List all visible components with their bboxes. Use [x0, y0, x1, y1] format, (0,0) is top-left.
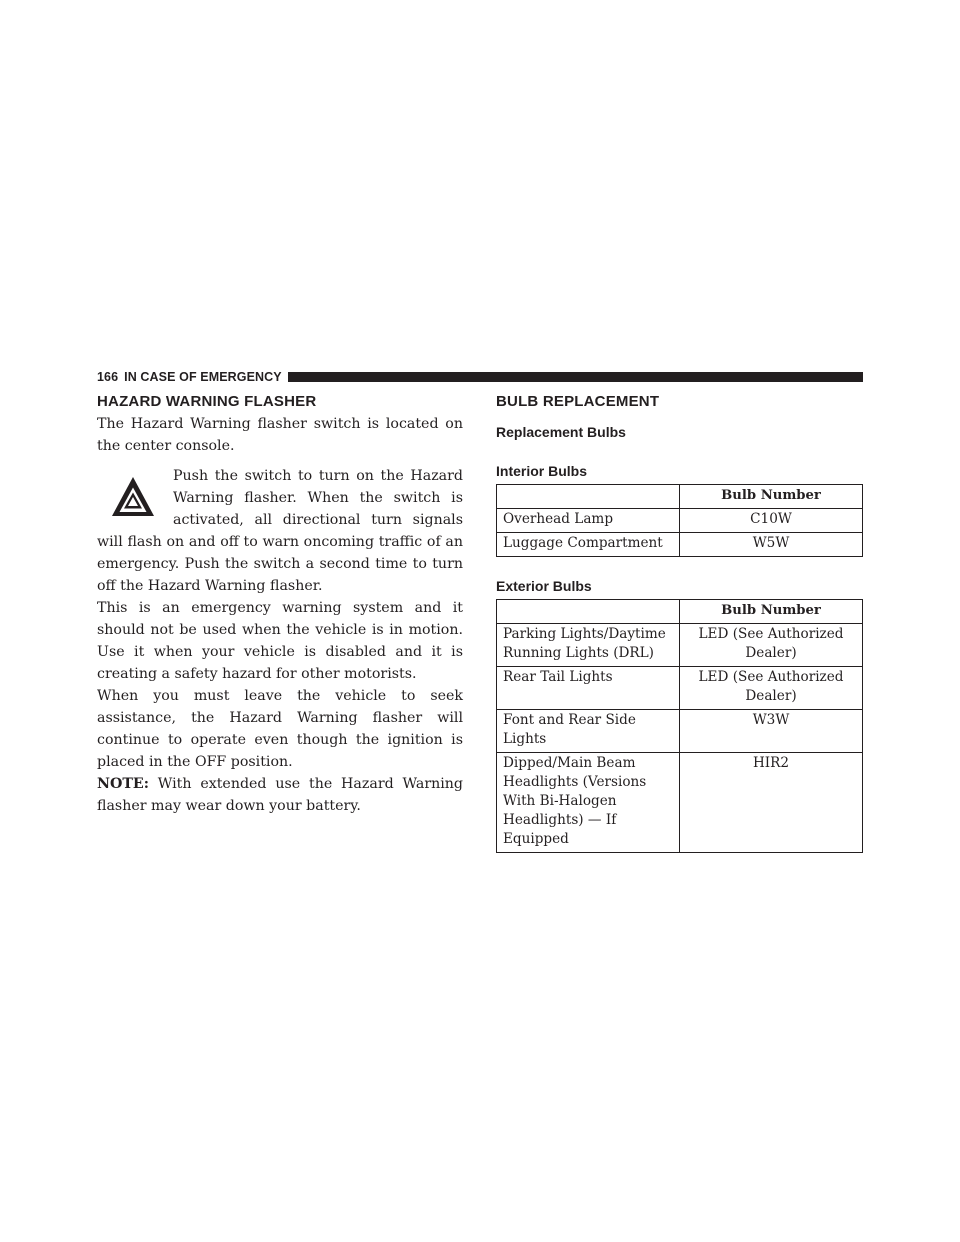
table-header-row	[497, 600, 863, 624]
section-title: IN CASE OF EMERGENCY	[124, 370, 282, 384]
header-rule	[288, 372, 863, 382]
table-header-empty	[497, 600, 680, 624]
bulb-number: W3W	[680, 710, 863, 753]
exterior-bulbs-table	[496, 599, 863, 853]
bulb-location: Parking Lights/Daytime Running Lights (DRL)	[497, 624, 680, 667]
bulb-location: Overhead Lamp	[497, 509, 680, 533]
page-header	[97, 369, 863, 385]
bulb-location: Font and Rear Side Lights	[497, 710, 680, 753]
hazard-flasher-column	[97, 390, 463, 817]
bulb-number: LED (See Authorized Dealer)	[680, 624, 863, 667]
note-text: With extended use the Hazard Warning flasher may wear down your battery.	[97, 776, 463, 814]
table-header-bulb-number: Bulb Number	[680, 600, 863, 624]
hazard-paragraph-3: When you must leave the vehicle to seek assistance, the Hazard Warning flasher will continue to operate even though the ignition is placed in the OFF position.	[97, 688, 463, 770]
bulb-section-title: BULB REPLACEMENT	[496, 393, 660, 410]
hazard-warning-triangle-icon	[111, 475, 155, 519]
bulb-number: C10W	[680, 509, 863, 533]
hazard-note	[97, 773, 463, 817]
bulb-location: Rear Tail Lights	[497, 667, 680, 710]
bulb-replacement-column	[496, 390, 863, 853]
interior-bulbs-table	[496, 484, 863, 557]
table-header-row	[497, 485, 863, 509]
hazard-warning-text: Push the switch to turn on the Hazard Warning flasher. When the switch is activated, all directional turn signals will flash on and off to warn oncoming traffic of an emergency. Push the switch a second time to turn off the Hazard Warning flasher.	[97, 468, 463, 594]
hazard-intro: The Hazard Warning flasher switch is located on the center console.	[97, 416, 463, 454]
table-header-bulb-number: Bulb Number	[680, 485, 863, 509]
note-label: NOTE:	[97, 776, 149, 792]
table-row	[497, 624, 863, 667]
bulb-location: Dipped/Main Beam Headlights (Versions With Bi-Halogen Headlights) — If Equipped	[497, 753, 680, 853]
exterior-bulbs-heading: Exterior Bulbs	[496, 578, 592, 594]
page-number: 166	[97, 370, 119, 384]
bulb-number: LED (See Authorized Dealer)	[680, 667, 863, 710]
table-header-empty	[497, 485, 680, 509]
hazard-section-title: HAZARD WARNING FLASHER	[97, 393, 317, 410]
bulb-location: Luggage Compartment	[497, 533, 680, 557]
table-row	[497, 710, 863, 753]
replacement-bulbs-heading: Replacement Bulbs	[496, 424, 626, 440]
table-row	[497, 753, 863, 853]
hazard-paragraph-2: This is an emergency warning system and it should not be used when the vehicle is in motion. Use it when your vehicle is disabled and it is creating a safety hazard for other motorists.	[97, 600, 463, 682]
hazard-warning-block	[97, 465, 463, 597]
interior-bulbs-heading: Interior Bulbs	[496, 463, 588, 479]
bulb-number: W5W	[680, 533, 863, 557]
table-row	[497, 533, 863, 557]
table-row	[497, 667, 863, 710]
bulb-number: HIR2	[680, 753, 863, 853]
table-row	[497, 509, 863, 533]
